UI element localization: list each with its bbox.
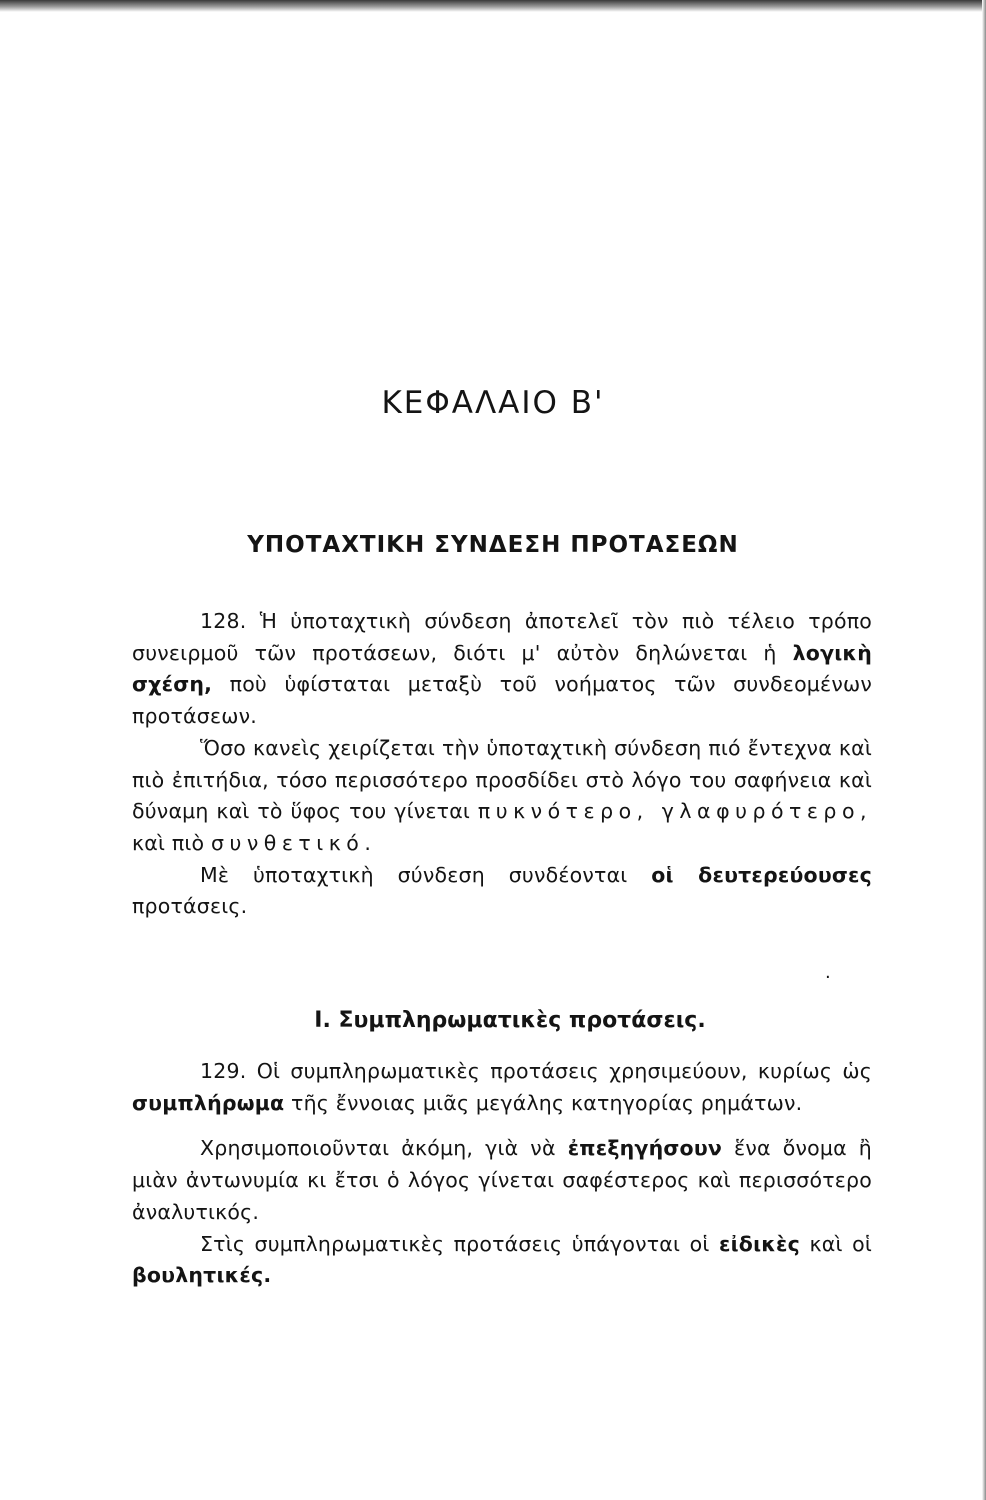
paragraph-stis-bold-2: βουλητικές. <box>132 1263 272 1288</box>
paragraph-xrisimopoiountai-bold-1: ἐπεξηγήσουν <box>567 1136 723 1161</box>
paragraph-129-bold-1: συμπλήρωμα <box>132 1090 285 1115</box>
paragraph-128-bold-1: λογικὴ σχέση, <box>132 640 872 697</box>
stray-mark: . <box>825 962 831 983</box>
paragraph-stis-bold-1: εἰδικὲς <box>719 1231 800 1256</box>
paragraph-129 <box>132 1056 872 1119</box>
paragraph-xrisimopoiountai-text-1: Χρησιμοποιοῦνται ἀκόμη, γιὰ νὰ <box>200 1136 568 1161</box>
paragraph-stis-text-2: καὶ οἱ <box>800 1231 872 1256</box>
paragraph-oso-text-2: καὶ πιὸ <box>132 830 211 855</box>
paragraph-129-text-1: 129. Οἱ συμπληρωματικὲς προτάσεις χρησιμεύουν, κυρίως ὡς <box>200 1059 872 1083</box>
paragraph-xrisimopoiountai <box>132 1133 872 1228</box>
paragraph-stis-text-1: Στὶς συμπληρωματικὲς προτάσεις ὑπάγονται οἱ <box>200 1231 719 1256</box>
scan-top-edge <box>0 0 986 12</box>
text-block-lower <box>132 1056 872 1292</box>
text-block-upper <box>132 606 872 923</box>
paragraph-stis <box>132 1229 872 1292</box>
paragraph-oso-spaced-1: πυκνότερο, γλαφυρότερο, <box>477 799 873 824</box>
paragraph-129-text-2: τῆς ἔννοιας μιᾶς μεγάλης κατηγορίας ρημάτων. <box>284 1090 803 1115</box>
paragraph-oso-spaced-2: συνθετικό. <box>211 830 377 855</box>
section-title: ΥΠΟΤΑΧΤΙΚΗ ΣΥΝΔΕΣΗ ΠΡΟΤΑΣΕΩΝ <box>247 532 739 559</box>
chapter-title: ΚΕΦΑΛΑΙΟ Β' <box>381 384 605 421</box>
paragraph-128-text-1: 128. Ἡ ὑποταχτικὴ σύνδεση ἀποτελεῖ τὸν πιὸ τέλειο τρόπο συνειρμοῦ τῶν προτάσεων, διότι μ' αὐτὸν δηλώνεται ἡ <box>132 609 872 665</box>
subsection-heading: Ι. Συμπληρωματικὲς προτάσεις. <box>314 1008 706 1033</box>
scan-right-edge <box>982 0 986 1500</box>
paragraph-me-bold-1: οἱ δευτερεύουσες <box>651 862 872 887</box>
paragraph-me <box>132 860 872 923</box>
paragraph-me-text-1: Μὲ ὑποταχτικὴ σύνδεση συνδέονται <box>200 862 652 887</box>
paragraph-128-text-2: ποὺ ὑφίσταται μεταξὺ τοῦ νοήματος τῶν συνδεομένων προτάσεων. <box>132 672 872 729</box>
paragraph-me-text-2: προτάσεις. <box>132 894 248 919</box>
paragraph-128 <box>132 606 872 733</box>
paragraph-oso <box>132 733 872 860</box>
paragraph-xrisimopoiountai-text-2: ἕνα ὄνομα ἢ μιὰν ἀντωνυμία κι ἔτσι ὁ λόγος γίνεται σαφέστερος καὶ περισσότερο ἀναλυτικός. <box>132 1136 872 1224</box>
paragraph-oso-text-1: Ὅσο κανεὶς χειρίζεται τὴν ὑποταχτικὴ σύνδεση πιό ἔντεχνα καὶ πιὸ ἐπιτήδια, τόσο περισσότερο προσδίδει στὸ λόγο του σαφήνεια καὶ δύναμη καὶ τὸ ὕφος του γίνεται <box>132 735 872 824</box>
